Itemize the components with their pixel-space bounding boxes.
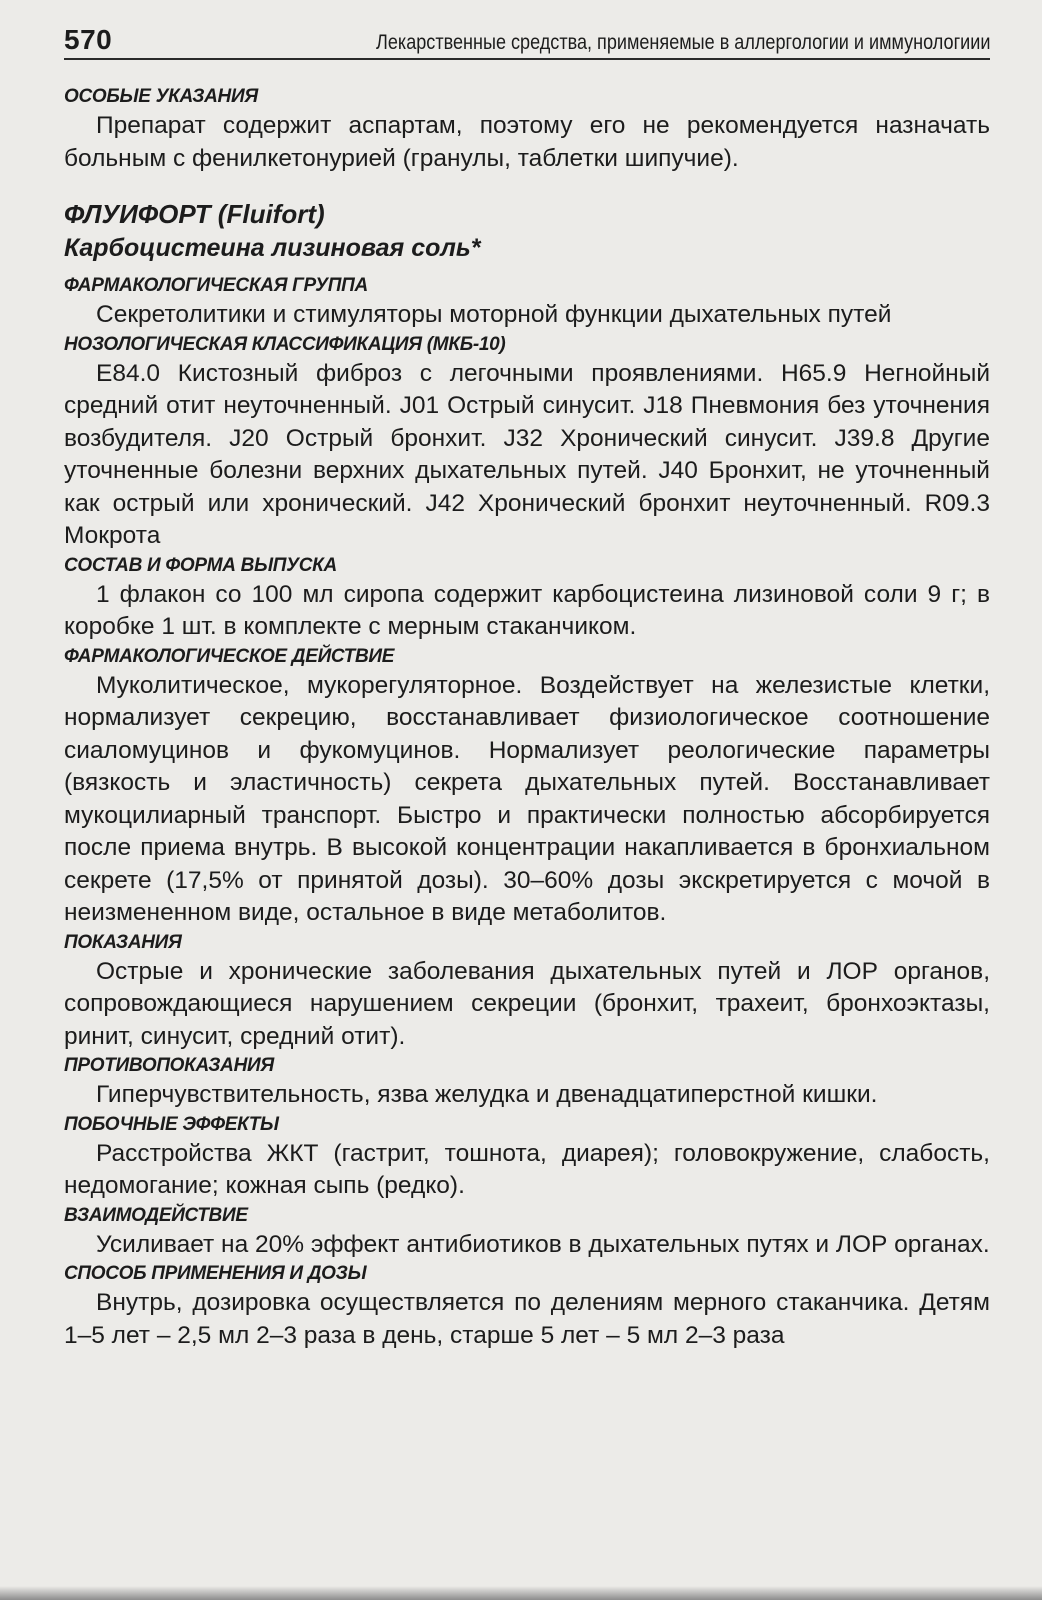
page-header [64, 14, 990, 60]
section-text: 1 флакон со 100 мл сиропа содержит карбоцистеина лизиновой соли 9 г; в коробке 1 шт. в комплекте с мерным стаканчиком. [64, 580, 990, 640]
scan-edge-shadow [0, 1586, 1042, 1600]
drug-subtitle: Карбоцистеина лизиновая соль* [64, 234, 481, 262]
section-composition [64, 553, 990, 644]
running-title: Лекарственные средства, применяемые в аллергологии и иммунологиии [375, 31, 990, 54]
section-heading: ПРОТИВОПОКАЗАНИЯ [64, 1055, 274, 1076]
section-text: Расстройства ЖКТ (гастрит, тошнота, диарея); головокружение, слабость, недомогание; кожная сыпь (редко). [64, 1139, 990, 1199]
section-heading: ПОКАЗАНИЯ [64, 931, 182, 953]
section-heading: ПОБОЧНЫЕ ЭФФЕКТЫ [64, 1113, 279, 1135]
section-heading: ФАРМАКОЛОГИЧЕСКАЯ ГРУППА [64, 275, 368, 296]
section-heading: СОСТАВ И ФОРМА ВЫПУСКА [64, 554, 337, 576]
section-heading: СПОСОБ ПРИМЕНЕНИЯ И ДОЗЫ [64, 1263, 367, 1284]
section-dosage [64, 1261, 990, 1352]
section-special-notes [64, 84, 990, 175]
section-heading: ФАРМАКОЛОГИЧЕСКОЕ ДЕЙСТВИЕ [64, 645, 395, 667]
section-indications [64, 930, 990, 1054]
section-text: Усиливает на 20% эффект антибиотиков в дыхательных путях и ЛОР органах. [96, 1230, 990, 1258]
section-text: Острые и хронические заболевания дыхательных путей и ЛОР органов, сопровождающиеся нарушением секреции (бронхит, трахеит, бронхоэктазы, ринит, синусит, средний отит). [64, 957, 990, 1050]
section-heading: ВЗАИМОДЕЙСТВИЕ [64, 1204, 248, 1226]
section-text: Гиперчувствительность, язва желудка и двенадцатиперстной кишки. [96, 1081, 878, 1108]
section-side-effects [64, 1112, 990, 1203]
section-pharm-group [64, 273, 990, 332]
page-number: 570 [64, 24, 113, 55]
section-pharm-action [64, 644, 990, 930]
drug-title: ФЛУИФОРТ (Fluifort) [64, 199, 325, 229]
section-contraindications [64, 1053, 990, 1112]
section-text: Муколитическое, мукорегуляторное. Воздействует на железистые клетки, нормализует секрецию, восстанавливает физиологическое соотношение сиаломуцинов и фукомуцинов. Нормализует реологические параметры (вязкость и эластичность) секрета дыхательных путей. Восстанавливает мукоцилиарный транспорт. Быстро и практически полностью абсорбируется после приема внутрь. В высокой концентрации накапливается в бронхиальном секрете (17,5% от принятой дозы). 30–60% дозы экскретируется с мочой в неизмененном виде, остальное в виде метаболитов. [64, 671, 990, 926]
section-text: Препарат содержит аспартам, поэтому его не рекомендуется назначать больным с фенилкетонурией (гранулы, таблетки шипучие). [64, 112, 990, 172]
section-heading: НОЗОЛОГИЧЕСКАЯ КЛАССИФИКАЦИЯ (МКБ-10) [64, 333, 506, 355]
section-nosology [64, 332, 990, 553]
section-heading: ОСОБЫЕ УКАЗАНИЯ [64, 86, 258, 107]
section-text: Внутрь, дозировка осуществляется по делениям мерного стаканчика. Детям 1–5 лет – 2,5 мл 2–3 раза в день, старше 5 лет – 5 мл 2–3 раза [64, 1289, 990, 1349]
section-text: Секретолитики и стимуляторы моторной функции дыхательных путей [96, 301, 892, 328]
drug-entry-header [64, 197, 990, 265]
section-interactions [64, 1203, 990, 1262]
section-text: E84.0 Кистозный фиброз с легочными проявлениями. H65.9 Негнойный средний отит неуточненный. J01 Острый синусит. J18 Пневмония без уточнения возбудителя. J20 Острый бронхит. J32 Хронический синусит. J39.8 Другие уточненные болезни верхних дыхательных путей. J40 Бронхит, не уточненный как острый или хронический. J42 Хронический бронхит неуточненный. R09.3 Мокрота [64, 359, 990, 549]
